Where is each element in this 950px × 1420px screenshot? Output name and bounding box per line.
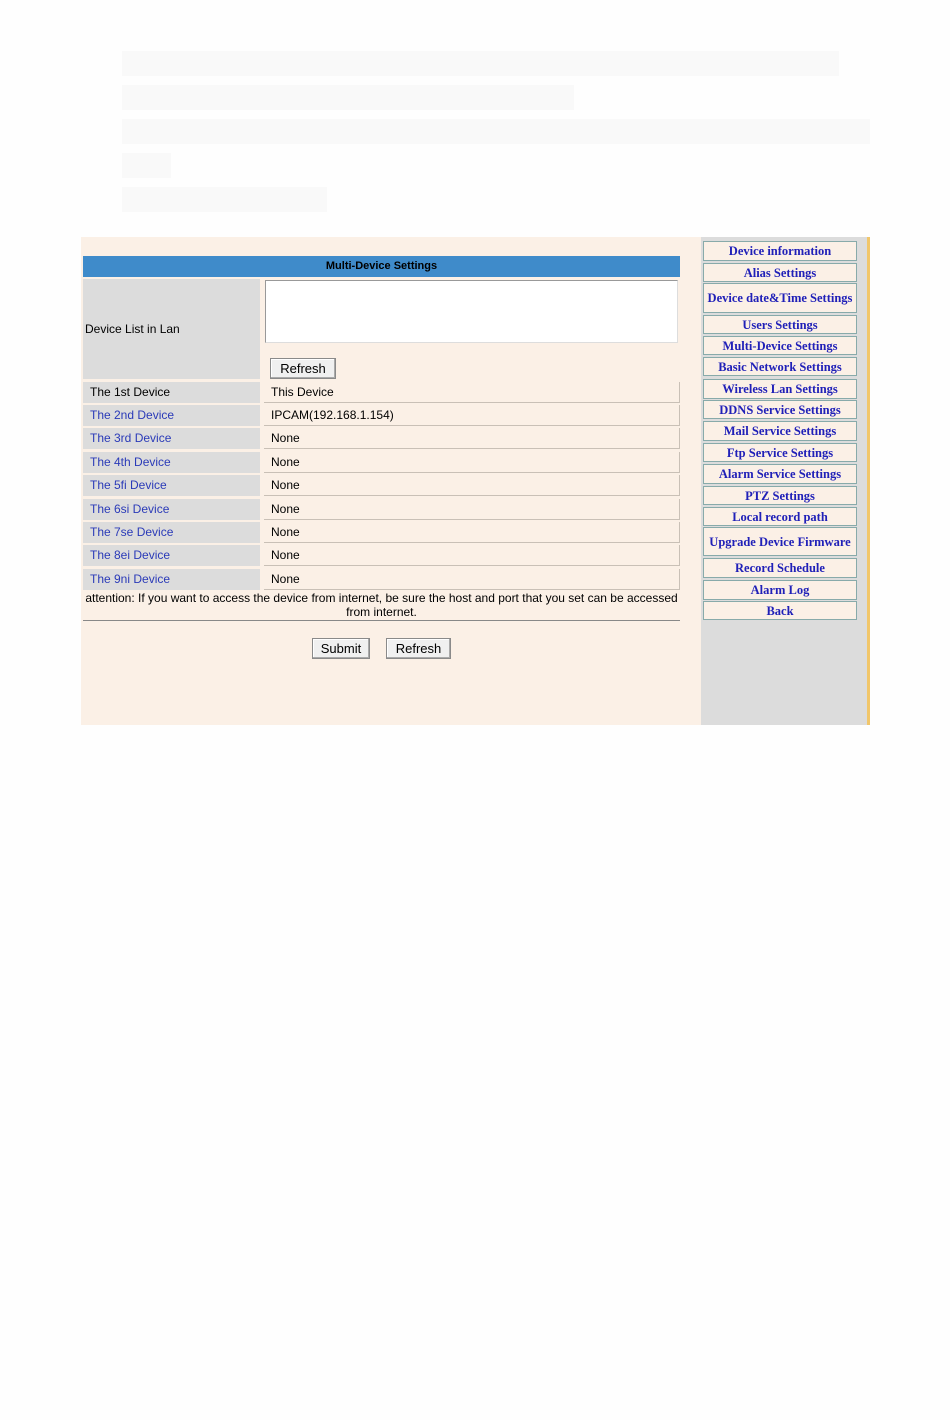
sidebar-item-users-settings[interactable]: Users Settings [703, 315, 857, 334]
sidebar-item-multi-device-settings[interactable]: Multi-Device Settings [703, 336, 857, 355]
sidebar-item-local-record-path[interactable]: Local record path [703, 507, 857, 526]
table-row [83, 452, 680, 473]
table-row [83, 382, 680, 403]
sidebar-item-ftp-service-settings[interactable]: Ftp Service Settings [703, 443, 857, 462]
sidebar-item-ddns-service-settings[interactable]: DDNS Service Settings [703, 400, 857, 419]
device-value: None [264, 545, 680, 566]
submit-button[interactable]: Submit [312, 638, 370, 659]
device-list-box[interactable] [265, 280, 678, 343]
device-list-label: Device List in Lan [83, 279, 260, 379]
table-row [83, 522, 680, 543]
main-content [81, 237, 701, 725]
sidebar-item-alias-settings[interactable]: Alias Settings [703, 263, 857, 282]
device-value: None [264, 475, 680, 496]
panel-edge [867, 237, 870, 725]
table-row [83, 428, 680, 449]
attention-note: attention: If you want to access the device from internet, be sure the host and port that you set can be accessed from internet. [83, 591, 680, 621]
device-label[interactable]: The 3rd Device [83, 428, 260, 449]
blurred-line [122, 187, 327, 212]
sidebar [701, 237, 867, 725]
sidebar-item-alarm-log[interactable]: Alarm Log [703, 580, 857, 600]
sidebar-item-alarm-service-settings[interactable]: Alarm Service Settings [703, 464, 857, 484]
sidebar-item-back[interactable]: Back [703, 601, 857, 620]
device-label: The 1st Device [83, 382, 260, 403]
sidebar-item-date-time-settings[interactable]: Device date&Time Settings [703, 283, 857, 313]
sidebar-item-upgrade-firmware[interactable]: Upgrade Device Firmware [703, 527, 857, 556]
device-value: None [264, 522, 680, 543]
sidebar-item-wireless-lan-settings[interactable]: Wireless Lan Settings [703, 379, 857, 399]
device-label[interactable]: The 8ei Device [83, 545, 260, 566]
blurred-line [122, 153, 171, 178]
sidebar-item-record-schedule[interactable]: Record Schedule [703, 558, 857, 578]
blurred-line [122, 119, 870, 144]
table-row [83, 475, 680, 496]
device-label[interactable]: The 6si Device [83, 499, 260, 520]
sidebar-item-device-information[interactable]: Device information [703, 241, 857, 261]
lan-refresh-button[interactable]: Refresh [270, 358, 336, 379]
device-label[interactable]: The 2nd Device [83, 405, 260, 426]
sidebar-item-mail-service-settings[interactable]: Mail Service Settings [703, 421, 857, 441]
sidebar-item-basic-network-settings[interactable]: Basic Network Settings [703, 357, 857, 376]
settings-panel [81, 237, 870, 725]
blurred-line [122, 51, 839, 76]
refresh-button[interactable]: Refresh [386, 638, 451, 659]
device-value: None [264, 428, 680, 449]
device-label[interactable]: The 5fi Device [83, 475, 260, 496]
device-value: This Device [264, 382, 680, 403]
table-row [83, 569, 680, 590]
device-value: None [264, 499, 680, 520]
device-value: None [264, 452, 680, 473]
blurred-line [122, 85, 574, 110]
device-label[interactable]: The 7se Device [83, 522, 260, 543]
table-row [83, 405, 680, 426]
table-row [83, 545, 680, 566]
device-label[interactable]: The 9ni Device [83, 569, 260, 590]
device-value: IPCAM(192.168.1.154) [264, 405, 680, 426]
sidebar-item-ptz-settings[interactable]: PTZ Settings [703, 486, 857, 505]
table-row [83, 499, 680, 520]
page-title: Multi-Device Settings [83, 256, 680, 277]
device-value: None [264, 569, 680, 590]
device-label[interactable]: The 4th Device [83, 452, 260, 473]
